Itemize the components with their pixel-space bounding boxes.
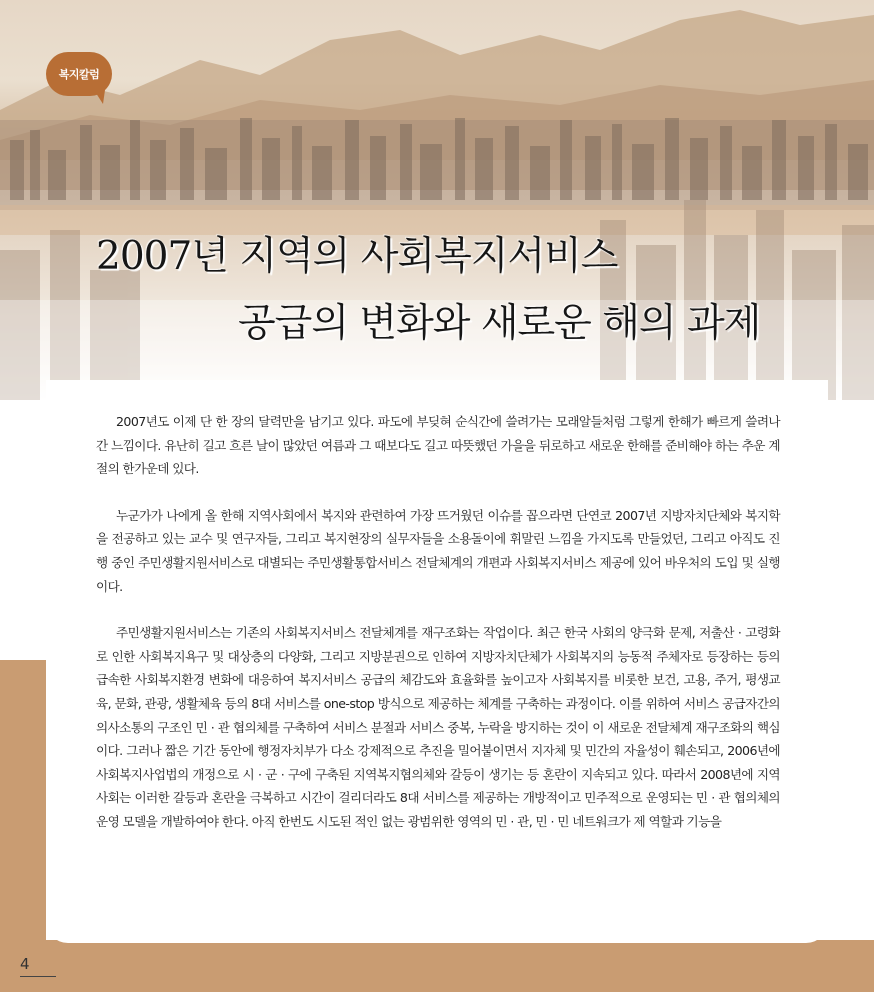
page-number-underline <box>20 976 56 977</box>
article-title-line-2: 공급의 변화와 새로운 해의 과제 <box>238 301 761 346</box>
article-title-line-1: 2007년 지역의 사회복지서비스 <box>96 234 618 279</box>
badge-speech-tail <box>94 90 105 104</box>
paragraph: 주민생활지원서비스는 기존의 사회복지서비스 전달체계를 재구조화는 작업이다. 최근 한국 사회의 양극화 문제, 저출산 · 고령화로 인한 사회복지욕구 및 대상층의 다양화, 그리고 지방분권으로 인하여 지방자치단체가 사회복지의 능동적 주체자로 등장하는 등의 급속한 사회복지환경 변화에 대응하여 복지서비스 공급의 체감도와 효율화를 높이고자 사회복지를 비롯한 보건, 고용, 주거, 평생교육, 문화, 관광, 생활체육 등의 8대 서비스를 one-stop 방식으로 제공하는 체계를 구축하는 과정이다. 이를 위하여 서비스 공급자간의 의사소통의 구조인 민 · 관 협의체를 구축하여 서비스 분절과 서비스 중복, 누락을 방지하는 것이 이 새로운 전달체계 재구조화의 핵심이다. 그러나 짧은 기간 동안에 행정자치부가 다소 강제적으로 추진을 밀어붙이면서 지자체 및 민간의 자율성이 훼손되고, 2006년에 사회복지사업법의 개정으로 시 · 군 · 구에 구축된 지역복지협의체와 갈등이 생기는 등 혼란이 지속되고 있다. 따라서 2008년에 지역사회는 이러한 갈등과 혼란을 극복하고 시간이 걸리더라도 8대 서비스를 제공하는 개방적이고 민주적으로 운영되는 민 · 관 협의체의 운영 모델을 개발하여야 한다. 아직 한번도 시도된 적인 없는 광범위한 영역의 민 · 관, 민 · 민 네트워크가 제 역할과 기능을 <box>96 625 780 829</box>
paragraph: 2007년도 이제 단 한 장의 달력만을 남기고 있다. 파도에 부딪혀 순식간에 쓸려가는 모래알들처럼 그렇게 한해가 빠르게 쓸려나간 느낌이다. 유난히 길고 흐른 날이 많았던 여름과 그 때보다도 길고 따뜻했던 가을을 뒤로하고 새로운 한해를 준비해야 하는 추운 계절의 한가운데 있다. <box>96 414 780 477</box>
article-body <box>96 410 780 857</box>
column-badge <box>46 52 112 96</box>
paragraph: 누군가가 나에게 올 한해 지역사회에서 복지와 관련하여 가장 뜨거웠던 이슈를 꼽으라면 단연코 2007년 지방자치단체와 복지학을 전공하고 있는 교수 및 연구자들, 그리고 복지현장의 실무자들을 소용돌이에 휘말린 느낌을 가지도록 만들었던, 그리고 아직도 진행 중인 주민생활지원서비스로 대별되는 주민생활통합서비스 전달체계의 개편과 사회복지서비스 제공에 있어 바우처의 도입 및 실행이다. <box>96 507 780 594</box>
page-number: 4 <box>20 955 30 973</box>
bottom-decorative-band <box>0 940 874 992</box>
column-badge-label: 복지칼럼 <box>58 68 100 81</box>
